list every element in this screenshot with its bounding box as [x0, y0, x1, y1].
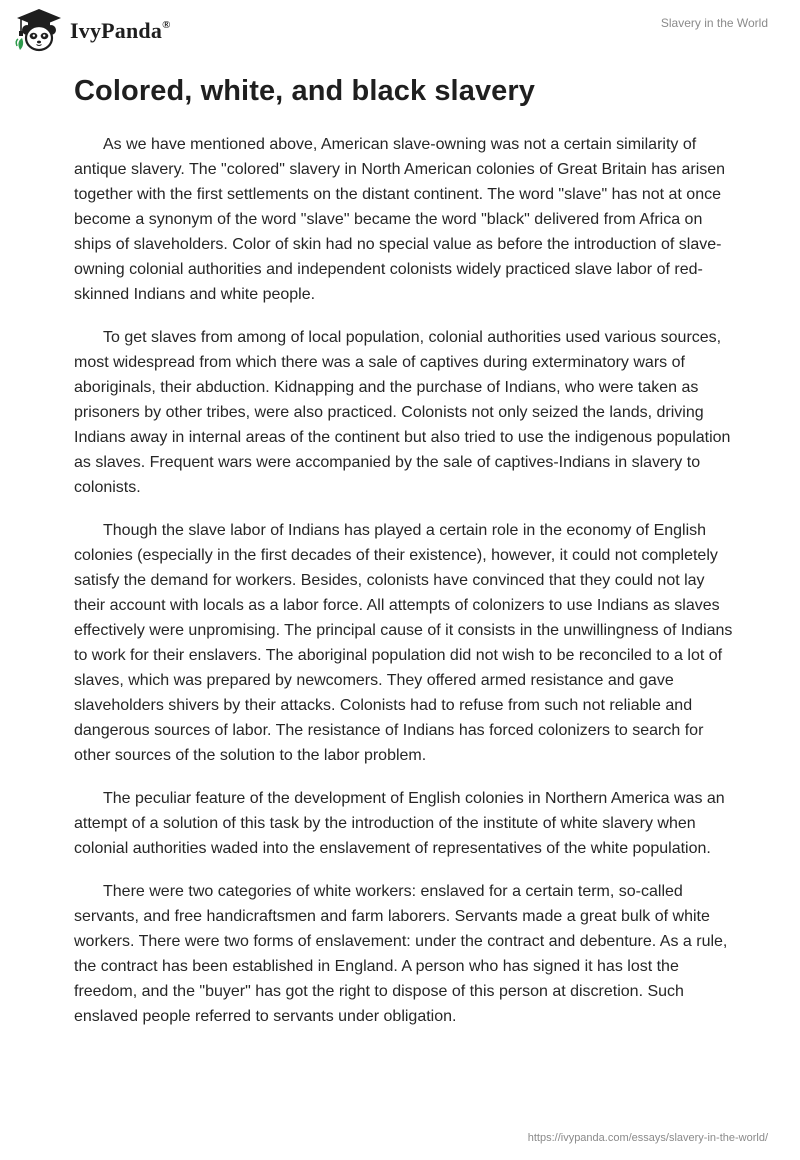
brand-logo[interactable] — [14, 8, 171, 52]
paragraph: To get slaves from among of local population, colonial authorities used various sources, most widespread from which there was a sale of captives during exterminatory wars of aboriginals, their abduction. Kidnapping and the purchase of Indians, who were taken as prisoners by other tribes, were also practiced. Colonists not only seized the lands, driving Indians away in internal areas of the continent but also tried to use the indigenous population as slaves. Frequent wars were accompanied by the sale of captives-Indians in slavery to colonists. — [74, 329, 731, 496]
panda-logo-icon — [14, 8, 64, 52]
paragraph: There were two categories of white workers: enslaved for a certain term, so-called servants, and free handicraftsmen and farm laborers. Servants made a great bulk of white workers. There were two forms of enslavement: under the contract and debenture. As a rule, the contract has been established in England. A person who has signed it has lost the freedom, and the "buyer" has got the right to dispose of this person at discretion. Such enslaved people referred to servants under obligation. — [74, 883, 728, 1025]
paragraph: As we have mentioned above, American slave-owning was not a certain similarity of antique slavery. The "colored" slavery in North American colonies of Great Britain has arisen together with the first settlements on the distant continent. The word "slave" has not at once become a synonym of the word "slave" became the word "black" delivered from Africa on ships of slaveholders. Color of skin had no special value as before the introduction of slave-owning colonial authorities and independent colonists widely practiced slave labor of red-skinned Indians and white people. — [74, 136, 726, 303]
article-body — [74, 132, 734, 1047]
header-essay-title: Slavery in the World — [660, 16, 768, 30]
brand-name — [70, 18, 171, 44]
brand-name-text: IvyPanda — [70, 18, 163, 43]
paragraph: Though the slave labor of Indians has played a certain role in the economy of English colonies (especially in the first decades of their existence), however, it could not completely satisfy the demand for workers. Besides, colonists have convinced that they could not lay their account with locals as a labor force. All attempts of colonizers to use Indians as slaves effectively were unpromising. The principal cause of it consists in the unwillingness of Indians to work for their enslavers. The aboriginal population did not wish to be reconciled to a lot of slaves, which was prepared by newcomers. They offered armed resistance and gave slaveholders shivers by their attacks. Colonists had to refuse from such not reliable and dangerous sources of labor. The resistance of Indians has forced colonizers to search for other sources of the solution to the labor problem. — [74, 522, 733, 764]
footer-url-link[interactable]: https://ivypanda.com/essays/slavery-in-the-world/ — [527, 1132, 768, 1144]
article-title: Colored, white, and black slavery — [74, 75, 536, 107]
registered-mark: ® — [162, 18, 171, 31]
page-header — [0, 0, 800, 70]
paragraph: The peculiar feature of the development of English colonies in Northern America was an attempt of a solution of this task by the introduction of the institute of white slavery when colonial authorities waded into the enslavement of representatives of the white population. — [74, 790, 725, 857]
